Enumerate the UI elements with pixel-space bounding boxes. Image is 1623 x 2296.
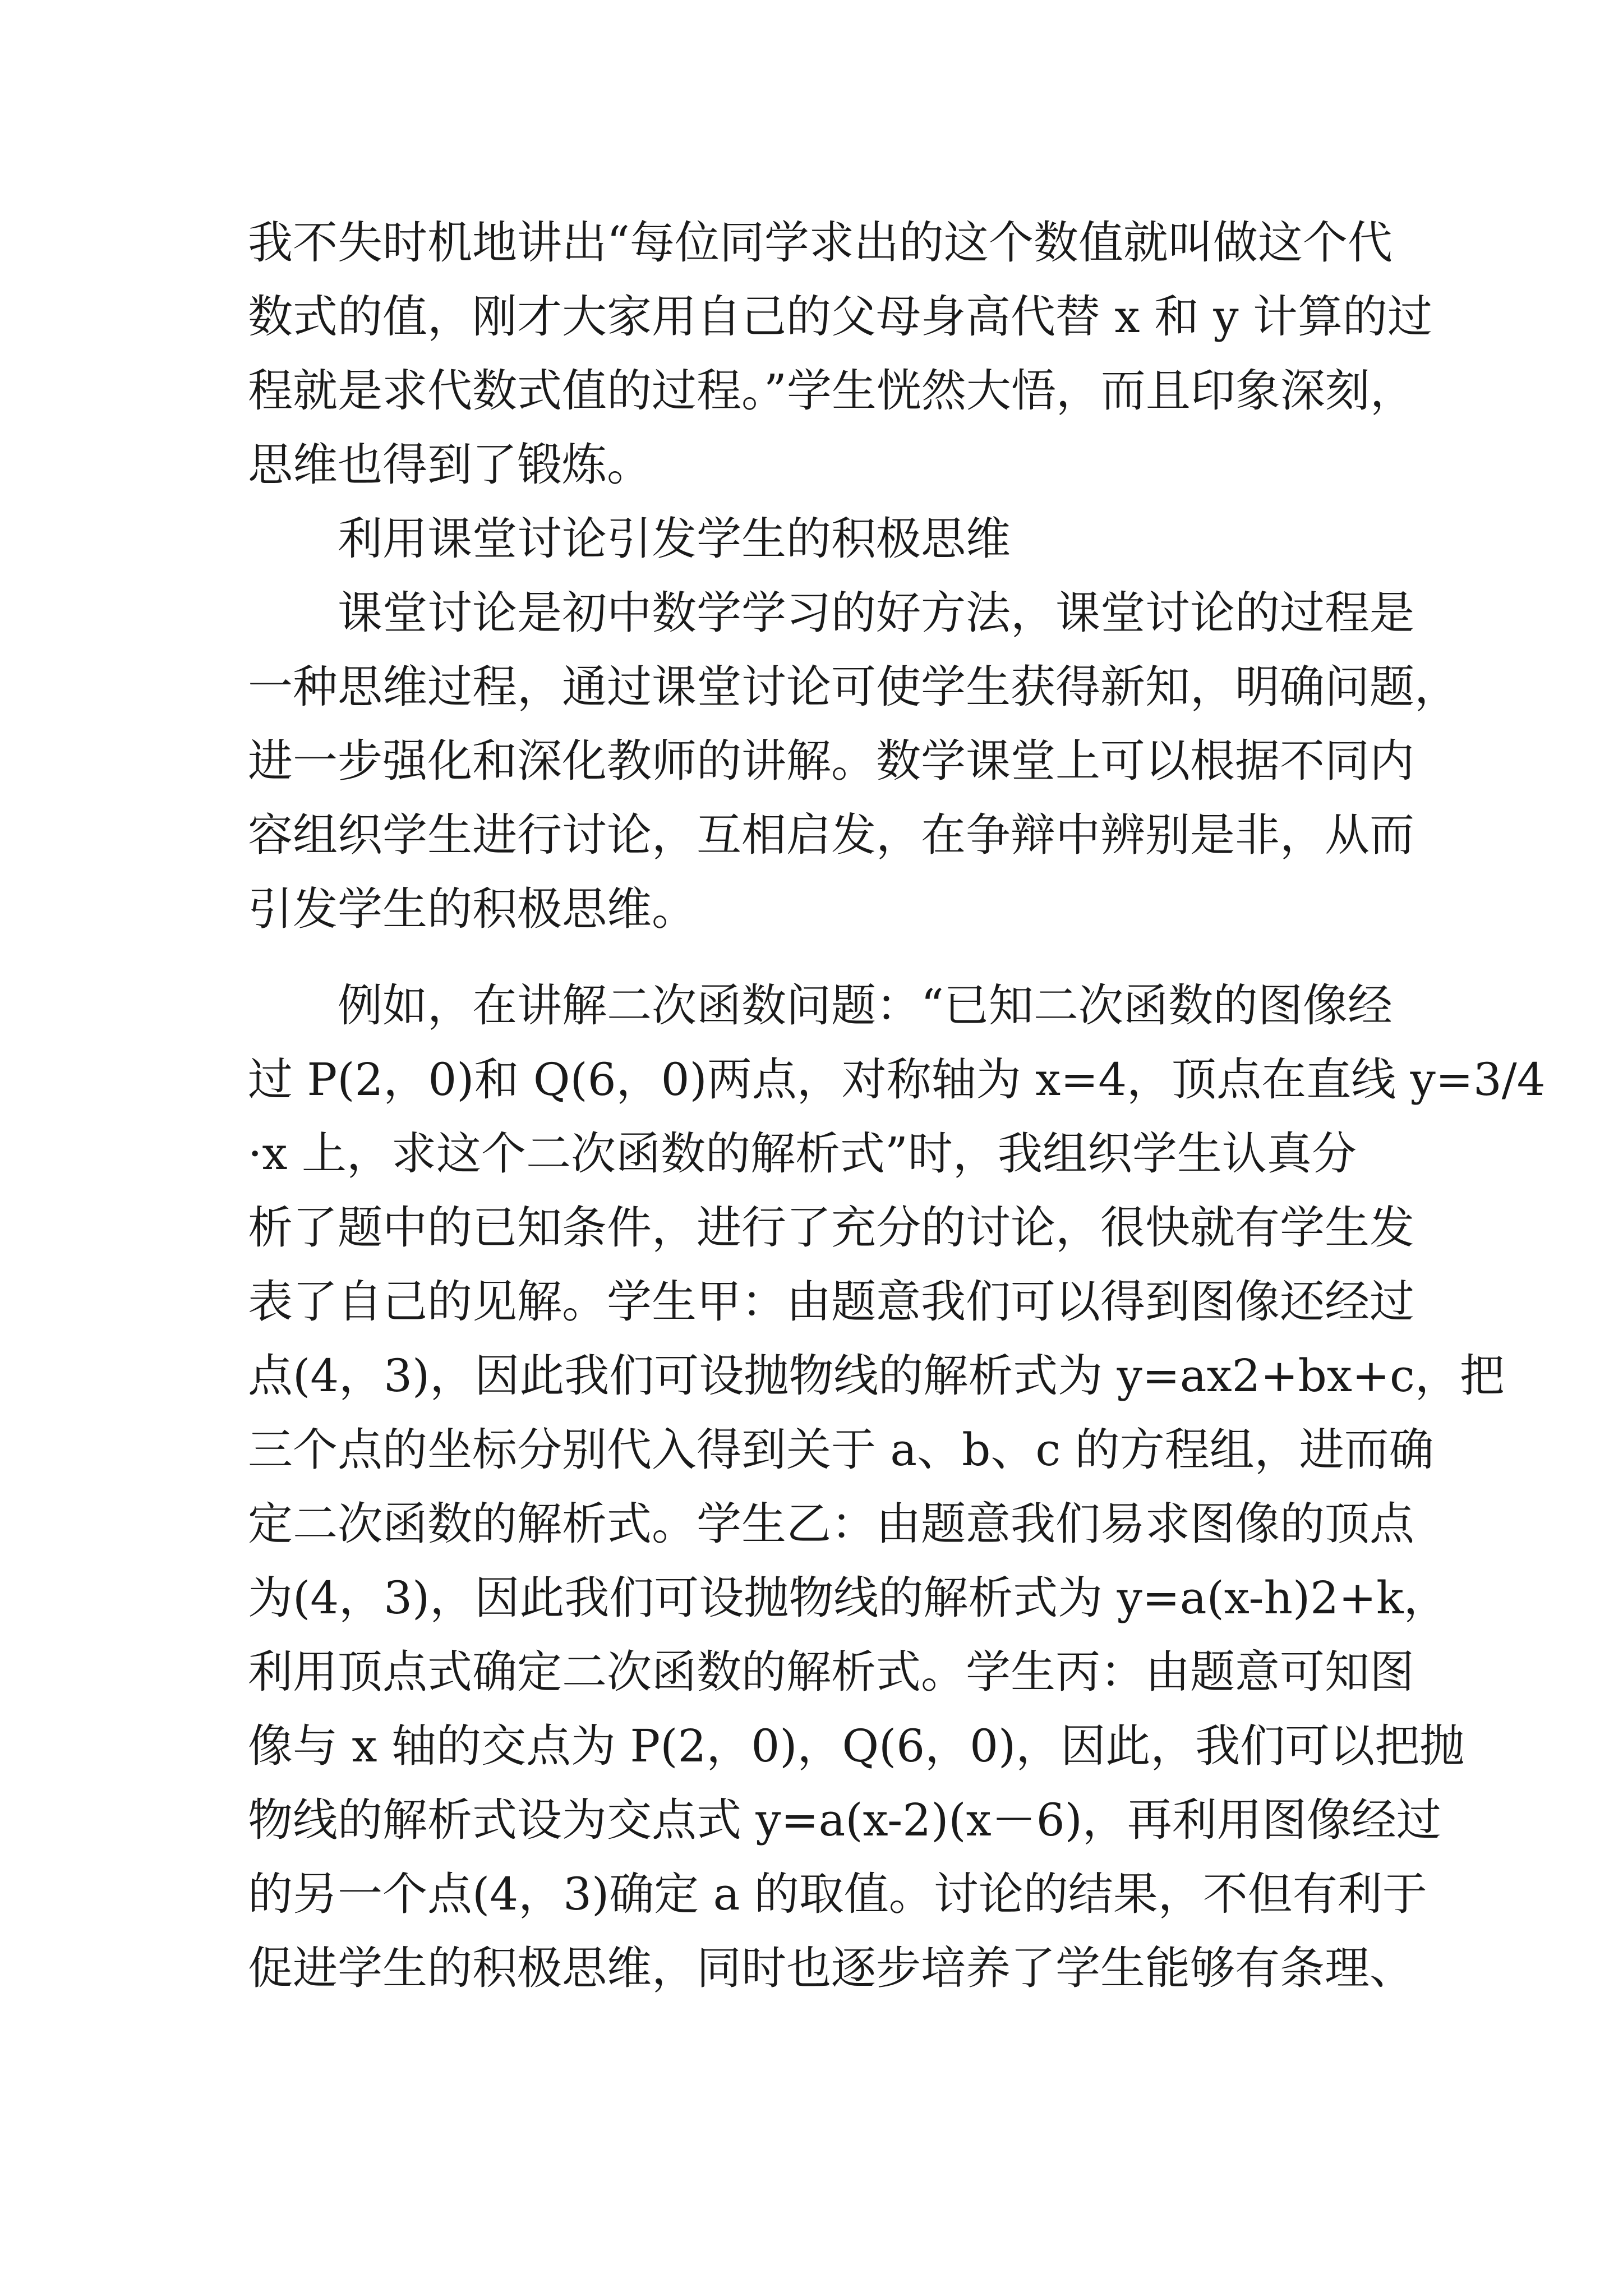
text-line: 过 P(2，0)和 Q(6，0)两点，对称轴为 x=4，顶点在直线 y=3/4 (248, 1053, 1546, 1106)
text-line: 三个点的坐标分别代入得到关于 a、b、c 的方程组，进而确 (248, 1424, 1434, 1476)
text-line: 容组织学生进行讨论，互相启发，在争辩中辨别是非，从而 (248, 809, 1414, 861)
document-body (248, 206, 1546, 2005)
section-heading: 利用课堂讨论引发学生的积极思维 (338, 513, 1011, 565)
text-line: 程就是求代数式值的过程。”学生恍然大悟，而且印象深刻， (248, 365, 1415, 417)
text-line: 物线的解析式设为交点式 y=a(x-2)(x－6)，再利用图像经过 (248, 1794, 1441, 1846)
paragraph-spacer (248, 946, 1400, 969)
text-line: 一种思维过程，通过课堂讨论可使学生获得新知，明确问题， (248, 661, 1459, 713)
text-line: 利用顶点式确定二次函数的解析式。学生丙：由题意可知图 (248, 1646, 1414, 1698)
text-line: 点(4，3)，因此我们可设抛物线的解析式为 y=ax2+bx+c，把 (248, 1350, 1505, 1402)
text-line: 进一步强化和深化教师的讲解。数学课堂上可以根据不同内 (248, 735, 1414, 787)
text-line: 思维也得到了锻炼。 (248, 439, 652, 491)
text-line: 课堂讨论是初中数学学习的好方法，课堂讨论的过程是 (338, 587, 1414, 639)
text-line: 定二次函数的解析式。学生乙：由题意我们易求图像的顶点 (248, 1498, 1414, 1550)
text-line: 例如，在讲解二次函数问题：“已知二次函数的图像经 (338, 979, 1393, 1032)
text-line: 析了题中的已知条件，进行了充分的讨论，很快就有学生发 (248, 1202, 1414, 1254)
text-line: 的另一个点(4，3)确定 a 的取值。讨论的结果，不但有利于 (248, 1868, 1427, 1920)
paragraph (248, 576, 1459, 946)
text-line: 数式的值，刚才大家用自己的父母身高代替 x 和 y 计算的过 (248, 291, 1433, 343)
text-line: 引发学生的积极思维。 (248, 883, 697, 935)
text-line: 像与 x 轴的交点为 P(2，0)，Q(6，0)，因此，我们可以把抛 (248, 1720, 1465, 1772)
text-line: 为(4，3)，因此我们可设抛物线的解析式为 y=a(x-h)2+k， (248, 1572, 1449, 1624)
text-line: 表了自己的见解。学生甲：由题意我们可以得到图像还经过 (248, 1276, 1414, 1328)
text-line: 促进学生的积极思维，同时也逐步培养了学生能够有条理、 (248, 1942, 1414, 1994)
text-line: ·x 上，求这个二次函数的解析式”时，我组织学生认真分 (248, 1128, 1357, 1180)
text-line: 我不失时机地讲出“每位同学求出的这个数值就叫做这个代 (248, 217, 1393, 269)
paragraph (248, 969, 1546, 2005)
paragraph (248, 206, 1433, 502)
